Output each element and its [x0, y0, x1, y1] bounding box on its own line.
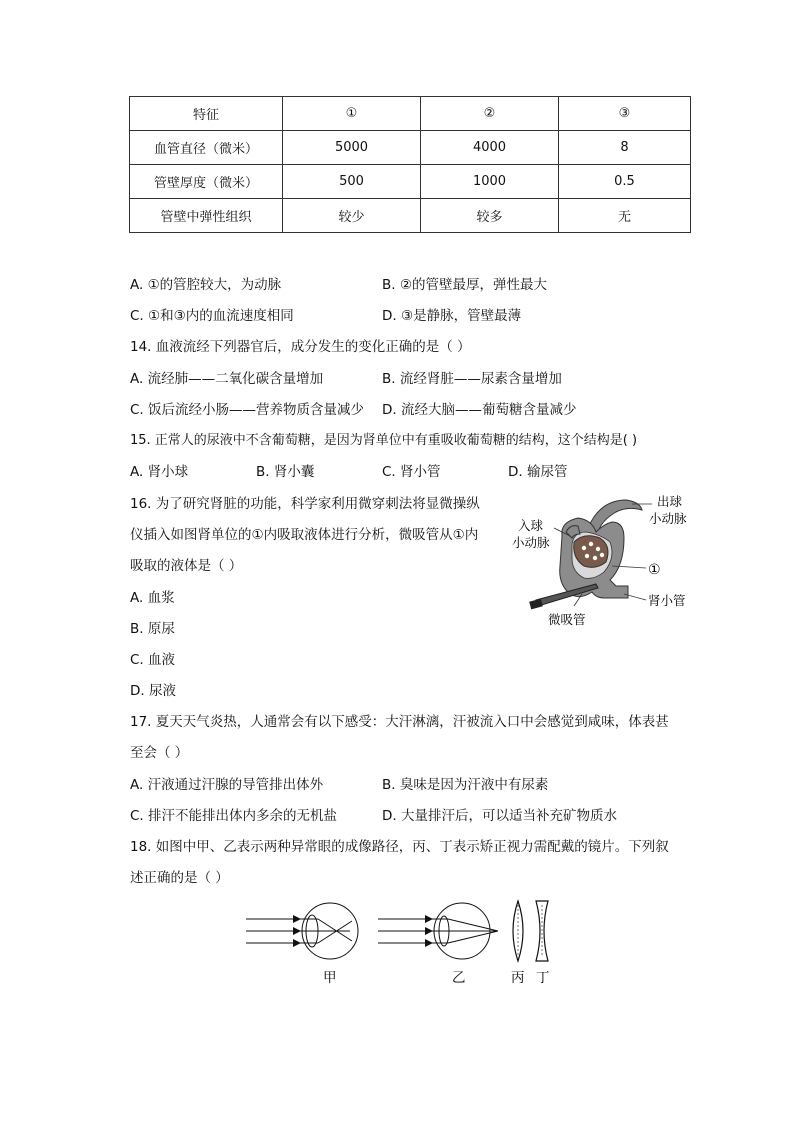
q16-option-a: A. 血浆: [130, 590, 175, 606]
eye-diagram-figure: [240, 895, 560, 990]
q16-option-d: D. 尿液: [130, 683, 176, 699]
glomerulus-dot: [589, 542, 593, 546]
q13-option-d: D. ③是静脉，管壁最薄: [382, 308, 522, 324]
table-row: [130, 165, 691, 199]
ray: [318, 919, 352, 941]
glomerulus-dot: [600, 553, 604, 557]
glomerulus-dot: [585, 554, 589, 558]
table-header-row: [130, 97, 691, 131]
q16-stem-line3: 吸取的液体是（ ）: [130, 558, 243, 574]
q14-stem: 14. 血液流经下列器官后，成分发生的变化正确的是（ ）: [130, 339, 471, 355]
label-tubule: 肾小管: [648, 593, 686, 608]
table-cell: 管壁厚度（微米）: [130, 165, 283, 199]
table-cell: 无: [559, 199, 691, 233]
table-header-cell: ①: [283, 97, 421, 131]
eye-yi: [378, 903, 498, 959]
table-cell: 较多: [421, 199, 559, 233]
q14-option-c: C. 饭后流经小肠——营养物质含量减少: [130, 402, 365, 418]
table-header-cell: 特征: [130, 97, 283, 131]
table-header-cell: ③: [559, 97, 691, 131]
table-cell: 4000: [421, 131, 559, 165]
table-row: [130, 199, 691, 233]
q17-option-a: A. 汗液通过汗腺的导管排出体外: [130, 777, 324, 793]
q15-option-c: C. 肾小管: [382, 464, 441, 480]
ray: [448, 931, 498, 943]
table-cell: 管壁中弹性组织: [130, 199, 283, 233]
q17-option-b: B. 臭味是因为汗液中有尿素: [382, 777, 549, 793]
table-row: [130, 131, 691, 165]
q16-stem-line2: 仪插入如图肾单位的①内吸取液体进行分析，微吸管从①内: [130, 527, 479, 543]
q18-stem-line1: 18. 如图中甲、乙表示两种异常眼的成像路径，丙、丁表示矫正视力需配戴的镜片。下列叙: [130, 839, 669, 855]
q13-option-b: B. ②的管壁最厚，弹性最大: [382, 277, 547, 293]
q15-option-d: D. 输尿管: [508, 464, 568, 480]
q15-stem: 15. 正常人的尿液中不含葡萄糖，是因为肾单位中有重吸收葡萄糖的结构，这个结构是( ): [130, 433, 638, 448]
glomerulus-dot: [582, 546, 586, 550]
q16-option-c: C. 血液: [130, 652, 176, 668]
eye-jia: [246, 903, 358, 959]
ray: [448, 919, 498, 931]
glomerulus-dot: [593, 556, 597, 560]
table-cell: 500: [283, 165, 421, 199]
q17-stem-line2: 至会（ ）: [130, 745, 189, 761]
label-jia: 甲: [323, 970, 337, 986]
label-efferent-2: 小动脉: [649, 511, 687, 526]
table-cell: 1000: [421, 165, 559, 199]
q13-option-c: C. ①和③内的血流速度相同: [130, 308, 294, 324]
glomerulus-dot: [596, 547, 600, 551]
q17-option-d: D. 大量排汗后，可以适当补充矿物质水: [382, 808, 617, 824]
label-ding: 丁: [536, 970, 550, 986]
ray: [318, 921, 352, 943]
label-structure-1: ①: [648, 562, 661, 578]
table-cell: 较少: [283, 199, 421, 233]
q15-option-b: B. 肾小囊: [256, 464, 315, 480]
label-afferent-2: 小动脉: [512, 535, 550, 550]
q18-stem-line2: 述正确的是（ ）: [130, 870, 229, 886]
q14-option-a: A. 流经肺——二氧化碳含量增加: [130, 371, 324, 387]
q14-option-b: B. 流经肾脏——尿素含量增加: [382, 371, 562, 387]
q16-option-b: B. 原尿: [130, 621, 175, 637]
table-cell: 0.5: [559, 165, 691, 199]
nephron-figure: [500, 488, 710, 633]
q13-option-a: A. ①的管腔较大，为动脉: [130, 277, 282, 293]
label-bing: 丙: [511, 970, 525, 986]
q14-option-d: D. 流经大脑——葡萄糖含量减少: [382, 402, 577, 418]
label-efferent-1: 出球: [657, 494, 683, 509]
table-header-cell: ②: [421, 97, 559, 131]
label-yi: 乙: [452, 970, 466, 986]
q16-stem-line1: 16. 为了研究肾脏的功能，科学家利用微穿刺法将显微操纵: [130, 496, 480, 512]
q17-stem-line1: 17. 夏天天气炎热，人通常会有以下感受：大汗淋漓，汗被流入口中会感觉到咸味，体表甚: [130, 714, 669, 730]
q17-option-c: C. 排汗不能排出体内多余的无机盐: [130, 808, 338, 824]
micropipette-tip: [529, 599, 543, 610]
table-cell: 5000: [283, 131, 421, 165]
vessel-feature-table: [129, 96, 691, 233]
q15-option-a: A. 肾小球: [130, 464, 189, 480]
table-cell: 血管直径（微米）: [130, 131, 283, 165]
label-afferent-1: 入球: [518, 518, 544, 533]
table-cell: 8: [559, 131, 691, 165]
label-micropipette: 微吸管: [548, 612, 586, 627]
